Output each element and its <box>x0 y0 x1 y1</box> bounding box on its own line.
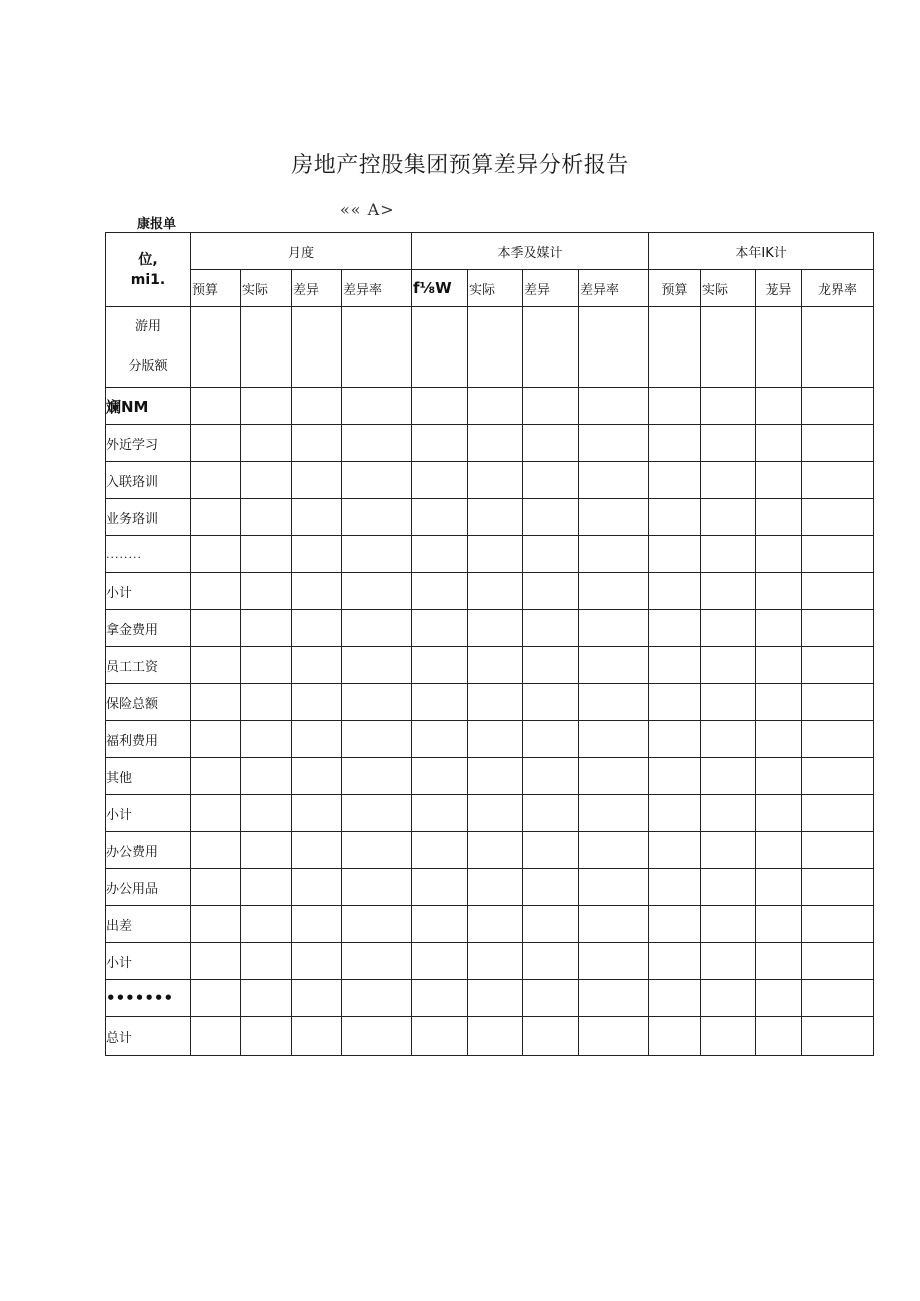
data-cell <box>756 1017 802 1056</box>
data-cell <box>412 684 468 721</box>
data-cell <box>756 610 802 647</box>
data-cell <box>802 462 874 499</box>
data-cell <box>579 499 649 536</box>
subheader-cell: 实际 <box>701 270 756 307</box>
data-cell <box>241 647 292 684</box>
data-cell <box>412 425 468 462</box>
data-cell <box>579 610 649 647</box>
table-row <box>106 795 874 832</box>
data-cell <box>756 869 802 906</box>
row-label: 办公费用 <box>106 832 191 869</box>
data-cell <box>649 610 701 647</box>
data-cell <box>468 425 523 462</box>
data-cell <box>468 307 523 388</box>
data-cell <box>241 499 292 536</box>
data-cell <box>241 536 292 573</box>
data-cell <box>292 388 342 425</box>
data-cell <box>579 536 649 573</box>
data-cell <box>191 758 241 795</box>
data-cell <box>191 307 241 388</box>
data-cell <box>468 758 523 795</box>
row-label: 出差 <box>106 906 191 943</box>
data-cell <box>649 684 701 721</box>
data-cell <box>701 573 756 610</box>
data-cell <box>523 536 579 573</box>
data-cell <box>802 307 874 388</box>
data-cell <box>412 536 468 573</box>
data-cell <box>412 1017 468 1056</box>
data-cell <box>701 647 756 684</box>
data-cell <box>649 943 701 980</box>
row-label: 其他 <box>106 758 191 795</box>
data-cell <box>342 610 412 647</box>
table-row <box>106 499 874 536</box>
table-row <box>106 832 874 869</box>
data-cell <box>756 307 802 388</box>
data-cell <box>701 610 756 647</box>
data-cell <box>241 307 292 388</box>
data-cell <box>241 1017 292 1056</box>
data-cell <box>802 832 874 869</box>
data-cell <box>701 388 756 425</box>
subheader-cell: 预算 <box>649 270 701 307</box>
data-cell <box>579 462 649 499</box>
data-cell <box>701 758 756 795</box>
data-cell <box>292 307 342 388</box>
data-cell <box>523 307 579 388</box>
group-header-year: 本年IK计 <box>649 233 874 270</box>
data-cell <box>241 795 292 832</box>
data-cell <box>412 307 468 388</box>
unit-line-2: mi1. <box>130 271 166 288</box>
group-header-monthly: 月度 <box>191 233 412 270</box>
data-cell <box>191 869 241 906</box>
row-label: ••••••• <box>106 980 191 1017</box>
data-cell <box>191 684 241 721</box>
row-label: 小计 <box>106 943 191 980</box>
data-cell <box>579 388 649 425</box>
row-label: 业务珞训 <box>106 499 191 536</box>
data-cell <box>342 573 412 610</box>
data-cell <box>579 795 649 832</box>
data-cell <box>701 1017 756 1056</box>
data-cell <box>579 684 649 721</box>
table-row <box>106 1017 874 1056</box>
table-row <box>106 388 874 425</box>
data-cell <box>412 647 468 684</box>
data-cell <box>802 906 874 943</box>
data-cell <box>292 647 342 684</box>
data-cell <box>191 573 241 610</box>
table-row <box>106 462 874 499</box>
data-cell <box>292 832 342 869</box>
data-cell <box>523 906 579 943</box>
data-cell <box>468 684 523 721</box>
data-cell <box>756 462 802 499</box>
data-cell <box>756 943 802 980</box>
data-cell <box>756 425 802 462</box>
data-cell <box>342 869 412 906</box>
data-cell <box>191 943 241 980</box>
data-cell <box>756 906 802 943</box>
table-row <box>106 573 874 610</box>
row-label: 斓NM <box>106 388 191 425</box>
data-cell <box>523 795 579 832</box>
data-cell <box>191 647 241 684</box>
subheader-cell: 实际 <box>468 270 523 307</box>
data-cell <box>649 906 701 943</box>
report-subtitle: «« A> <box>340 200 395 219</box>
row-label: 员工工资 <box>106 647 191 684</box>
data-cell <box>523 869 579 906</box>
data-cell <box>802 721 874 758</box>
data-cell <box>241 388 292 425</box>
row-label: 入联珞训 <box>106 462 191 499</box>
data-cell <box>412 906 468 943</box>
data-cell <box>468 869 523 906</box>
group-header-quarter: 本季及媒计 <box>412 233 649 270</box>
data-cell <box>241 721 292 758</box>
data-cell <box>342 758 412 795</box>
data-cell <box>649 832 701 869</box>
table-row <box>106 980 874 1017</box>
data-cell <box>701 307 756 388</box>
data-cell <box>292 536 342 573</box>
data-cell <box>342 980 412 1017</box>
data-cell <box>292 795 342 832</box>
data-cell <box>191 462 241 499</box>
data-cell <box>191 610 241 647</box>
row-label: 总计 <box>106 1017 191 1056</box>
subheader-cell: 差异率 <box>342 270 412 307</box>
data-cell <box>468 647 523 684</box>
data-cell <box>191 388 241 425</box>
data-cell <box>756 758 802 795</box>
data-cell <box>468 388 523 425</box>
data-cell <box>292 869 342 906</box>
data-cell <box>523 684 579 721</box>
row-label: 福利费用 <box>106 721 191 758</box>
data-cell <box>412 943 468 980</box>
data-cell <box>523 721 579 758</box>
table-row <box>106 536 874 573</box>
subheader-cell: 龙界率 <box>802 270 874 307</box>
data-cell <box>342 684 412 721</box>
data-cell <box>579 869 649 906</box>
data-cell <box>649 795 701 832</box>
data-cell <box>191 795 241 832</box>
data-cell <box>468 832 523 869</box>
table-row <box>106 647 874 684</box>
data-cell <box>701 943 756 980</box>
data-cell <box>523 758 579 795</box>
data-cell <box>468 462 523 499</box>
table-row <box>106 721 874 758</box>
data-cell <box>468 795 523 832</box>
data-cell <box>579 647 649 684</box>
data-cell <box>241 425 292 462</box>
row-label: 保险总额 <box>106 684 191 721</box>
data-cell <box>756 499 802 536</box>
data-cell <box>412 462 468 499</box>
subheader-cell: 预算 <box>191 270 241 307</box>
data-cell <box>649 536 701 573</box>
data-cell <box>292 610 342 647</box>
data-cell <box>292 980 342 1017</box>
row-label: 外近学习 <box>106 425 191 462</box>
data-cell <box>649 721 701 758</box>
data-cell <box>701 536 756 573</box>
data-cell <box>292 573 342 610</box>
data-cell <box>701 462 756 499</box>
data-cell <box>701 906 756 943</box>
data-cell <box>412 499 468 536</box>
data-cell <box>579 1017 649 1056</box>
data-cell <box>292 462 342 499</box>
data-cell <box>756 980 802 1017</box>
data-cell <box>649 758 701 795</box>
data-cell <box>523 610 579 647</box>
data-cell <box>292 721 342 758</box>
data-cell <box>756 388 802 425</box>
data-cell <box>756 721 802 758</box>
data-cell <box>802 758 874 795</box>
row-label: 小计 <box>106 795 191 832</box>
data-cell <box>701 795 756 832</box>
subheader-cell: 差异 <box>523 270 579 307</box>
data-cell <box>756 573 802 610</box>
row-label: ........ <box>106 536 191 573</box>
data-cell <box>523 573 579 610</box>
table-row <box>106 906 874 943</box>
data-cell <box>342 721 412 758</box>
data-cell <box>802 647 874 684</box>
data-cell <box>468 610 523 647</box>
data-cell <box>292 758 342 795</box>
data-cell <box>802 980 874 1017</box>
data-cell <box>241 832 292 869</box>
data-cell <box>756 647 802 684</box>
data-cell <box>649 980 701 1017</box>
data-cell <box>412 758 468 795</box>
table-row <box>106 425 874 462</box>
data-cell <box>649 388 701 425</box>
data-cell <box>701 499 756 536</box>
data-cell <box>802 425 874 462</box>
table-row <box>106 758 874 795</box>
data-cell <box>342 795 412 832</box>
row-label: 小计 <box>106 573 191 610</box>
data-cell <box>701 721 756 758</box>
data-cell <box>802 610 874 647</box>
data-cell <box>802 573 874 610</box>
data-cell <box>523 499 579 536</box>
data-cell <box>649 499 701 536</box>
data-cell <box>342 425 412 462</box>
data-cell <box>468 943 523 980</box>
data-cell <box>802 536 874 573</box>
data-cell <box>342 536 412 573</box>
data-cell <box>649 462 701 499</box>
data-cell <box>701 980 756 1017</box>
data-cell <box>342 943 412 980</box>
data-cell <box>241 462 292 499</box>
data-cell <box>191 425 241 462</box>
data-cell <box>802 388 874 425</box>
unit-line-1: 位, <box>138 251 158 268</box>
data-cell <box>579 832 649 869</box>
data-cell <box>342 832 412 869</box>
data-cell <box>412 573 468 610</box>
data-cell <box>342 1017 412 1056</box>
data-cell <box>412 832 468 869</box>
data-cell <box>649 573 701 610</box>
data-cell <box>579 573 649 610</box>
data-cell <box>649 869 701 906</box>
data-cell <box>191 1017 241 1056</box>
data-cell <box>468 980 523 1017</box>
data-cell <box>191 980 241 1017</box>
data-cell <box>468 906 523 943</box>
data-cell <box>523 1017 579 1056</box>
data-cell <box>579 307 649 388</box>
data-cell <box>802 499 874 536</box>
data-cell <box>191 536 241 573</box>
data-cell <box>701 425 756 462</box>
data-cell <box>241 943 292 980</box>
data-cell <box>579 980 649 1017</box>
data-cell <box>756 795 802 832</box>
data-cell <box>412 869 468 906</box>
data-cell <box>579 425 649 462</box>
data-cell <box>342 499 412 536</box>
data-cell <box>292 684 342 721</box>
data-cell <box>649 307 701 388</box>
data-cell <box>802 795 874 832</box>
data-cell <box>523 980 579 1017</box>
data-cell <box>292 499 342 536</box>
data-cell <box>468 573 523 610</box>
data-cell <box>579 758 649 795</box>
data-cell <box>468 536 523 573</box>
report-title: 房地产控股集团预算差异分析报告 <box>291 153 629 178</box>
data-cell <box>523 388 579 425</box>
data-cell <box>191 906 241 943</box>
data-cell <box>756 832 802 869</box>
data-cell <box>241 906 292 943</box>
first-row-line-2: 分版额 <box>128 359 168 374</box>
data-cell <box>191 499 241 536</box>
data-cell <box>241 869 292 906</box>
table-row <box>106 869 874 906</box>
data-cell <box>523 832 579 869</box>
data-cell <box>579 943 649 980</box>
data-cell <box>756 536 802 573</box>
data-cell <box>802 943 874 980</box>
data-cell <box>191 721 241 758</box>
data-cell <box>241 980 292 1017</box>
data-cell <box>701 684 756 721</box>
subheader-cell: f⅛W <box>412 270 468 307</box>
first-row-line-1: 游用 <box>134 319 161 334</box>
data-cell <box>802 869 874 906</box>
unit-cell <box>106 233 191 307</box>
subheader-cell: 差异率 <box>579 270 649 307</box>
data-cell <box>241 758 292 795</box>
data-cell <box>342 388 412 425</box>
data-cell <box>241 573 292 610</box>
row-label-first <box>106 307 191 388</box>
data-cell <box>468 499 523 536</box>
data-cell <box>523 462 579 499</box>
data-cell <box>342 906 412 943</box>
data-cell <box>412 721 468 758</box>
data-cell <box>579 721 649 758</box>
data-cell <box>342 647 412 684</box>
budget-variance-table <box>105 232 874 1056</box>
subheader-cell: 茏异 <box>756 270 802 307</box>
row-label: 办公用品 <box>106 869 191 906</box>
data-cell <box>292 425 342 462</box>
unit-label: 康报单 <box>137 217 177 232</box>
data-cell <box>412 388 468 425</box>
data-cell <box>649 647 701 684</box>
data-cell <box>649 1017 701 1056</box>
table-row <box>106 684 874 721</box>
data-cell <box>756 684 802 721</box>
data-cell <box>292 943 342 980</box>
data-cell <box>241 610 292 647</box>
data-cell <box>292 906 342 943</box>
data-cell <box>468 721 523 758</box>
data-cell <box>523 647 579 684</box>
table-row <box>106 943 874 980</box>
data-cell <box>523 943 579 980</box>
subheader-cell: 实际 <box>241 270 292 307</box>
data-cell <box>802 684 874 721</box>
data-cell <box>412 980 468 1017</box>
data-cell <box>412 795 468 832</box>
table-row <box>106 610 874 647</box>
data-cell <box>412 610 468 647</box>
data-cell <box>292 1017 342 1056</box>
row-label: 拿金费用 <box>106 610 191 647</box>
data-cell <box>701 869 756 906</box>
data-cell <box>342 462 412 499</box>
data-cell <box>701 832 756 869</box>
data-cell <box>241 684 292 721</box>
data-cell <box>342 307 412 388</box>
data-cell <box>649 425 701 462</box>
subheader-cell: 差异 <box>292 270 342 307</box>
data-cell <box>802 1017 874 1056</box>
data-cell <box>523 425 579 462</box>
data-cell <box>191 832 241 869</box>
data-cell <box>579 906 649 943</box>
data-cell <box>468 1017 523 1056</box>
